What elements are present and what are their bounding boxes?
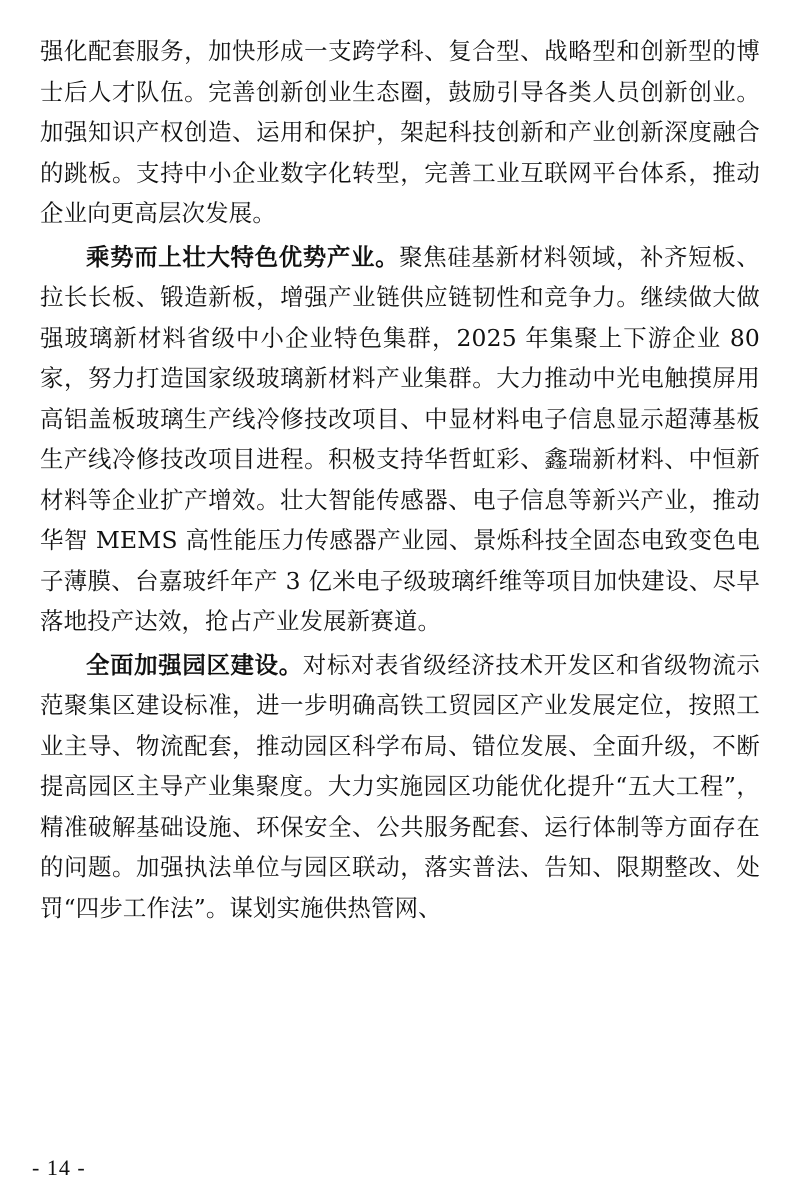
document-body [40,31,760,928]
paragraph-heading: 乘势而上壮大特色优势产业。 [86,242,400,271]
paragraph-text: 强化配套服务，加快形成一支跨学科、复合型、战略型和创新型的博士后人才队伍。完善创新创业生态圈，鼓励引导各类人员创新创业。加强知识产权创造、运用和保护，架起科技创新和产业创新深度融合的跳板。支持中小企业数字化转型，完善工业互联网平台体系，推动企业向更高层次发展。 [40,37,760,227]
paragraph-park-construction [40,645,760,929]
paragraph-text: 对标对表省级经济技术开发区和省级物流示范聚集区建设标准，进一步明确高铁工贸园区产业发展定位，按照工业主导、物流配套，推动园区科学布局、错位发展、全面升级，不断提高园区主导产业集聚度。大力实施园区功能优化提升“五大工程”，精准破解基础设施、环保安全、公共服务配套、运行体制等方面存在的问题。加强执法单位与园区联动，落实普法、告知、限期整改、处罚“四步工作法”。谋划实施供热管网、 [40,650,760,922]
paragraph-heading: 全面加强园区建设。 [86,650,303,679]
paragraph-specialty-industries [40,237,760,642]
paragraph-talent-services [40,31,760,234]
page-number: - 14 - [32,1155,86,1180]
paragraph-text: 聚焦硅基新材料领域，补齐短板、拉长长板、锻造新板，增强产业链供应链韧性和竞争力。继续做大做强玻璃新材料省级中小企业特色集群，2025 年集聚上下游企业 80 家，努力打造国家级玻璃新材料产业集群。大力推动中光电触摸屏用高铝盖板玻璃生产线冷修技改项目、中显材料电子信息显示超薄基板生产线冷修技改项目进程。积极支持华哲虹彩、鑫瑞新材料、中恒新材料等企业扩产增效。壮大智能传感器、电子信息等新兴产业，推动华智 MEMS 高性能压力传感器产业园、景烁科技全固态电致变色电子薄膜、台嘉玻纤年产 3 亿米电子级玻璃纤维等项目加快建设、尽早落地投产达效，抢占产业发展新赛道。 [40,242,760,635]
